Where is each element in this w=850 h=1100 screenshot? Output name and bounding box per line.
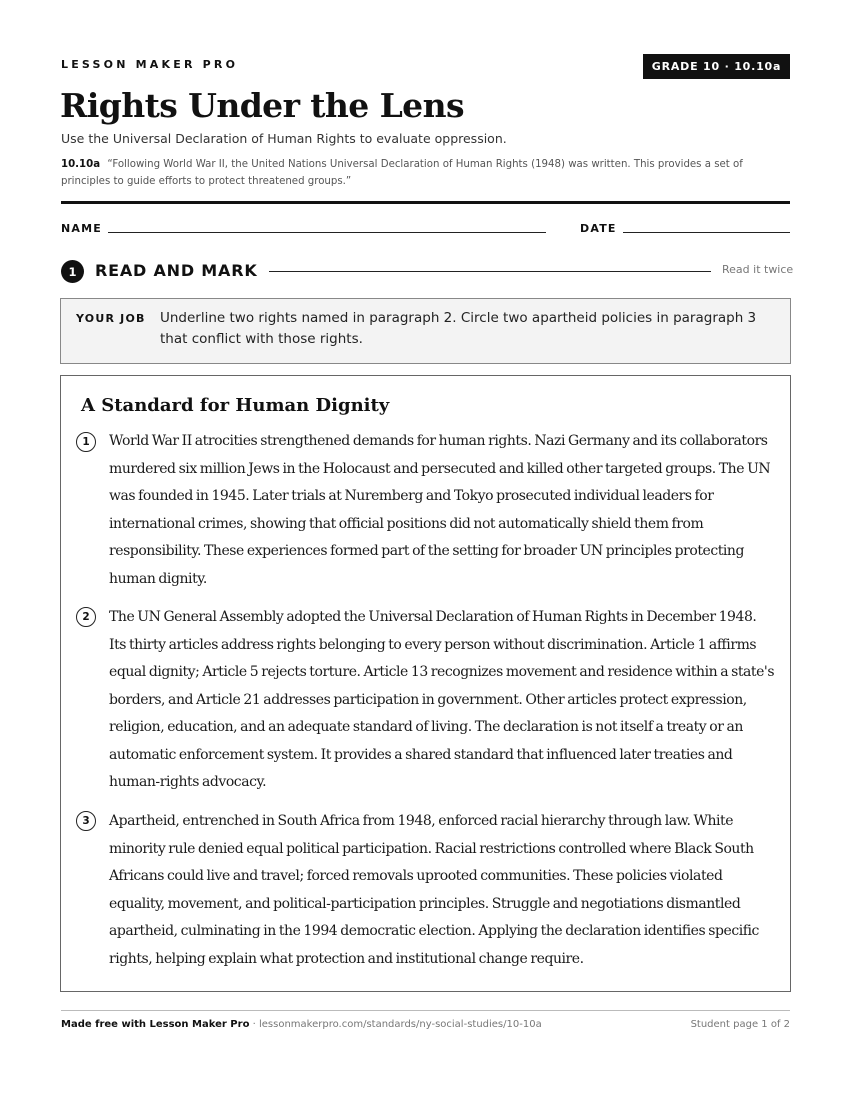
title-divider — [61, 201, 790, 204]
paragraph-1: World War II atrocities strengthened demands for human rights. Nazi Germany and its collaborators murdered six million Jews in the Holocaust and persecuted and killed other targeted groups. The UN was founded in 1945. Later trials at Nuremberg and Tokyo prosecuted individual leaders for international crimes, showing that official positions did not automatically shield them from responsibility. These experiences formed part of the setting for broader UN principles protecting human dignity. — [109, 433, 771, 587]
your-job-label: YOUR JOB — [76, 312, 146, 325]
footer-page-number: Student page 1 of 2 — [690, 1019, 790, 1030]
your-job-box — [60, 298, 791, 364]
grade-badge: GRADE 10 · 10.10a — [643, 54, 790, 79]
section-hint: Read it twice — [722, 263, 794, 276]
footer-made-with: Made free with Lesson Maker Pro — [61, 1019, 250, 1030]
paragraph-number-2: 2 — [76, 607, 96, 627]
standard-code: 10.10a — [61, 159, 101, 170]
name-label: NAME — [61, 222, 102, 235]
page-title: Rights Under the Lens — [60, 86, 464, 125]
section-title: READ AND MARK — [95, 261, 258, 280]
footer-credit — [61, 1019, 542, 1030]
reading-title: A Standard for Human Dignity — [81, 395, 390, 416]
brand-name: LESSON MAKER PRO — [61, 58, 239, 71]
date-label: DATE — [580, 222, 617, 235]
page-subtitle: Use the Universal Declaration of Human Rights to evaluate oppression. — [61, 131, 507, 146]
paragraph-number-1: 1 — [76, 432, 96, 452]
your-job-text: Underline two rights named in paragraph 2. Circle two apartheid policies in paragraph 3 that conflict with those rights. — [160, 310, 757, 347]
paragraph-number-3: 3 — [76, 811, 96, 831]
footer-url[interactable]: lessonmakerpro.com/standards/ny-social-studies/10-10a — [258, 1019, 542, 1030]
footer-divider — [61, 1010, 790, 1011]
footer-separator: · — [249, 1019, 259, 1030]
section-number-badge: 1 — [61, 260, 84, 283]
paragraph-2: The UN General Assembly adopted the Universal Declaration of Human Rights in December 1948. Its thirty articles address rights belonging to every person without discrimination. Article 1 affirms equal dignity; Article 5 rejects torture. Article 13 recognizes movement and residence within a state's borders, and Article 21 addresses participation in government. Other articles protect expression, religion, education, and an adequate standard of living. The declaration is not itself a treaty or an automatic enforcement system. It provides a shared standard that influenced later treaties and human-rights advocacy. — [109, 609, 775, 790]
date-field-line[interactable] — [623, 232, 790, 233]
paragraph-3: Apartheid, entrenched in South Africa from 1948, enforced racial hierarchy through law. White minority rule denied equal political participation. Racial restrictions controlled where Black South Africans could live and travel; forced removals uprooted communities. These policies violated equality, movement, and political-participation principles. Struggle and negotiations dismantled apartheid, culminating in the 1994 democratic election. Applying the declaration identifies specific rights, helping explain what protection and institutional change require. — [109, 813, 759, 967]
section-divider — [269, 271, 711, 272]
name-field-line[interactable] — [108, 232, 546, 233]
reading-passage — [60, 375, 791, 992]
standard-text: “Following World War II, the United Nations Universal Declaration of Human Rights (1948) was written. This provides a set of principles to guide efforts to protect threatened groups.” — [61, 159, 743, 187]
standard-statement — [61, 156, 791, 190]
